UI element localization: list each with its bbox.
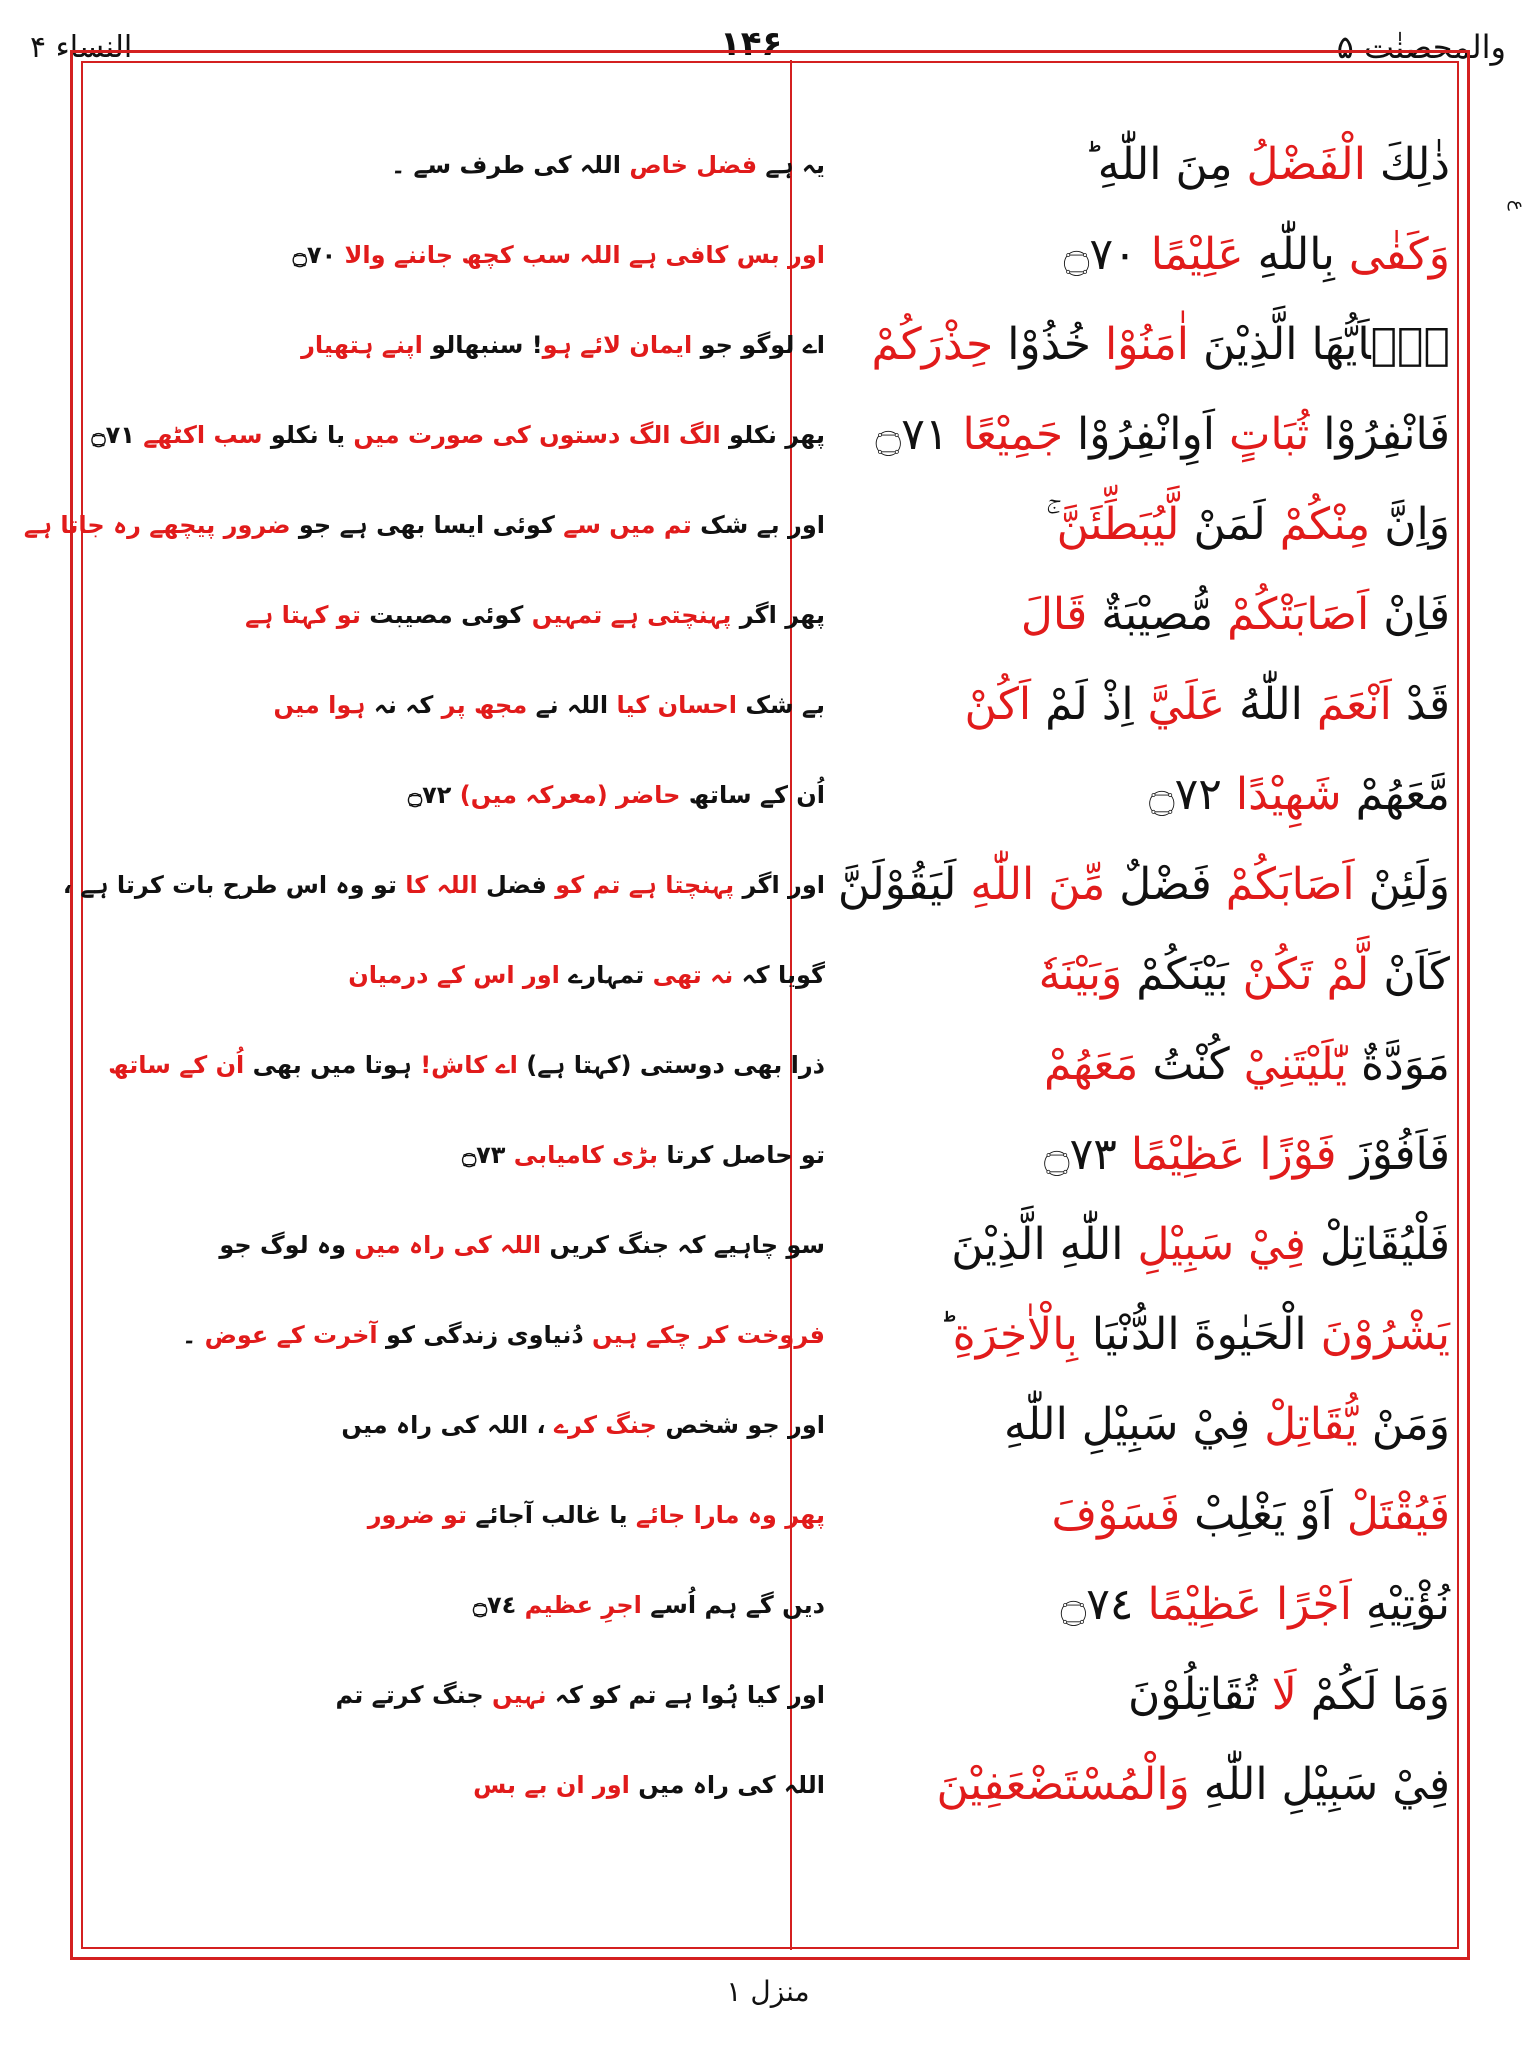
- translation-segment: ایمان لائے ہو: [542, 331, 693, 359]
- arabic-segment: لَمَنْ: [1179, 499, 1280, 550]
- arabic-segment: فِيْ سَبِيْلِ اللّٰهِ: [1189, 1759, 1450, 1810]
- arabic-line: [840, 1020, 1450, 1110]
- translation-segment: تمہارے: [559, 961, 653, 989]
- arabic-segment: اٰمَنُوْا: [1104, 319, 1189, 370]
- translation-segment: اور اگر: [734, 871, 825, 899]
- arabic-segment: قَالَ: [1020, 589, 1088, 640]
- arabic-segment: الْحَيٰوةَ الدُّنْيَا: [1077, 1309, 1321, 1360]
- verse-row: [80, 1650, 1460, 1740]
- arabic-segment: فَاِنْ: [1369, 589, 1450, 640]
- urdu-translation-line: [90, 300, 825, 390]
- arabic-segment: اللّٰهُ: [1225, 679, 1317, 730]
- arabic-segment: فَضْلٌ: [1105, 859, 1226, 910]
- arabic-line: [840, 120, 1450, 210]
- arabic-segment: ثُبَاتٍ: [1228, 409, 1310, 460]
- verse-row: [80, 660, 1460, 750]
- translation-segment: تم میں سے: [563, 511, 692, 539]
- arabic-segment: ۝٧٢: [1148, 769, 1236, 820]
- translation-segment: کوئی ایسا بھی ہے جو: [290, 511, 564, 539]
- translation-segment: ۝٧٠: [292, 241, 345, 269]
- arabic-segment: اِذْ لَمْ: [1031, 679, 1148, 730]
- verse-row: [80, 570, 1460, 660]
- arabic-segment: وَبَيْنَهٗ: [1038, 949, 1123, 1000]
- arabic-line: [840, 1560, 1450, 1650]
- translation-segment: پہنچتی ہے تمہیں: [531, 601, 732, 629]
- arabic-line: [840, 300, 1450, 390]
- translation-segment: تو کہتا ہے: [245, 601, 361, 629]
- translation-segment: اے کاش!: [420, 1051, 518, 1079]
- arabic-segment: يّٰلَيْتَنِيْ: [1243, 1039, 1348, 1090]
- translation-segment: اے لوگو جو: [692, 331, 825, 359]
- verse-row: [80, 120, 1460, 210]
- verse-row: [80, 1380, 1460, 1470]
- arabic-segment: مَعَهُمْ: [1043, 1039, 1139, 1090]
- arabic-segment: قَدْ: [1391, 679, 1450, 730]
- arabic-segment: اَوِانْفِرُوْا: [1063, 409, 1229, 460]
- translation-segment: گویا کہ: [733, 961, 825, 989]
- arabic-segment: ۚ: [1045, 499, 1057, 550]
- juz-name: والمحصنٰت ۵: [1336, 28, 1506, 66]
- arabic-segment: الْفَضْلُ: [1246, 139, 1366, 190]
- arabic-line: [840, 390, 1450, 480]
- translation-segment: جنگ کرے: [554, 1411, 657, 1439]
- arabic-segment: اَنْعَمَ: [1316, 679, 1392, 730]
- verse-row: [80, 210, 1460, 300]
- urdu-translation-line: [90, 1470, 825, 1560]
- translation-segment: حاضر (معرکہ میں): [459, 781, 681, 809]
- translation-segment: نہیں: [492, 1681, 547, 1709]
- arabic-segment: فَوْزًا عَظِيْمًا: [1130, 1129, 1337, 1180]
- translation-segment: ۝٧٣: [462, 1141, 514, 1169]
- urdu-translation-line: [90, 1290, 825, 1380]
- arabic-segment: اَصَابَتْكُمْ: [1227, 589, 1370, 640]
- arabic-segment: تُقَاتِلُوْنَ: [1127, 1669, 1272, 1720]
- urdu-translation-line: [90, 1020, 825, 1110]
- arabic-segment: لَيَقُوْلَنَّ: [837, 859, 971, 910]
- translation-segment: الگ الگ دستوں کی صورت میں: [353, 421, 721, 449]
- arabic-segment: لَا: [1271, 1669, 1297, 1720]
- arabic-segment: بِالْاٰخِرَةِ: [952, 1309, 1078, 1360]
- arabic-line: [840, 1650, 1450, 1740]
- arabic-segment: كُنْتُ: [1138, 1039, 1244, 1090]
- verse-row: [80, 1740, 1460, 1830]
- arabic-segment: ۝٧٠: [1063, 229, 1151, 280]
- translation-segment: بڑی کامیابی: [513, 1141, 659, 1169]
- translation-segment: اُن کے ساتھ: [108, 1051, 245, 1079]
- surah-name: النساء ۴: [30, 30, 133, 65]
- translation-segment: ۝٧٤: [472, 1591, 525, 1619]
- arabic-segment: عَلَيَّ: [1147, 679, 1226, 730]
- arabic-segment: عَلِيْمًا: [1150, 229, 1244, 280]
- arabic-segment: اَوْ يَغْلِبْ: [1180, 1489, 1347, 1540]
- urdu-translation-line: [90, 1560, 825, 1650]
- arabic-segment: فَيُقْتَلْ: [1346, 1489, 1450, 1540]
- arabic-segment: مِنْكُمْ: [1279, 499, 1371, 550]
- translation-segment: ہوتا میں بھی: [244, 1051, 421, 1079]
- arabic-segment: يَشْرُوْنَ: [1320, 1309, 1450, 1360]
- arabic-segment: نُؤْتِيْهِ: [1351, 1579, 1450, 1630]
- translation-segment: یہ ہے: [757, 151, 825, 179]
- verse-row: [80, 1110, 1460, 1200]
- translation-segment: تو ضرور: [367, 1501, 467, 1529]
- translation-segment: اُن کے ساتھ: [680, 781, 825, 809]
- translation-segment: پھر وہ مارا جائے: [635, 1501, 825, 1529]
- arabic-segment: وَمَا لَكُمْ: [1296, 1669, 1450, 1720]
- arabic-segment: يُّقَاتِلْ: [1264, 1399, 1358, 1450]
- translation-segment: جنگ کرتے تم: [335, 1681, 492, 1709]
- arabic-segment: اللّٰهِ الَّذِيْنَ: [951, 1219, 1138, 1270]
- translation-segment: تو حاصل کرتا: [658, 1141, 825, 1169]
- translation-segment: سو چاہیے کہ جنگ کریں: [541, 1231, 825, 1259]
- translation-segment: پہنچتا ہے تم کو: [555, 871, 735, 899]
- arabic-segment: مَّعَهُمْ: [1341, 769, 1450, 820]
- arabic-segment: وَكَفٰى: [1348, 229, 1450, 280]
- ruku-mark: ع: [1507, 200, 1528, 211]
- arabic-segment: فَلْيُقَاتِلْ: [1305, 1219, 1450, 1270]
- arabic-line: [840, 930, 1450, 1020]
- translation-segment: فضل خاص: [629, 151, 758, 179]
- urdu-translation-line: [62, 840, 825, 930]
- translation-segment: پھر اگر: [731, 601, 825, 629]
- translation-segment: نہ تھی: [652, 961, 734, 989]
- translation-segment: اور ان بے بس: [473, 1771, 630, 1799]
- urdu-translation-line: [90, 660, 825, 750]
- translation-segment: اللہ نے: [527, 691, 617, 719]
- arabic-segment: فَانْفِرُوْا: [1309, 409, 1450, 460]
- urdu-translation-line: [90, 930, 825, 1020]
- urdu-translation-line: [23, 480, 825, 570]
- translation-segment: تو وہ اس طرح بات کرتا ہے ،: [62, 871, 406, 899]
- arabic-segment: ۝٧١: [875, 409, 963, 460]
- translation-segment: اور بس کافی ہے اللہ سب کچھ جاننے والا: [344, 241, 825, 269]
- arabic-line: [840, 210, 1450, 300]
- verse-row: [80, 750, 1460, 840]
- translation-segment: ۔: [182, 1321, 205, 1349]
- translation-segment: کہ نہ: [365, 691, 442, 719]
- translation-segment: مجھ پر: [441, 691, 528, 719]
- verse-row: [80, 300, 1460, 390]
- translation-segment: یا غالب آجائے: [466, 1501, 636, 1529]
- arabic-line: [837, 840, 1450, 930]
- arabic-line: [840, 480, 1450, 570]
- translation-segment: اور کیا ہُوا ہے تم کو کہ: [546, 1681, 825, 1709]
- arabic-segment: فَاَفُوْزَ: [1336, 1129, 1450, 1180]
- arabic-line: [840, 1740, 1450, 1830]
- translation-segment: یا نکلو: [262, 421, 354, 449]
- arabic-line: [840, 1110, 1450, 1200]
- translation-segment: اللہ کی راہ میں: [354, 1231, 542, 1259]
- arabic-line: [840, 660, 1450, 750]
- arabic-segment: خُذُوْا: [993, 319, 1105, 370]
- arabic-segment: شَهِيْدًا: [1235, 769, 1342, 820]
- arabic-segment: ۝٧٣: [1043, 1129, 1131, 1180]
- verse-row: [80, 930, 1460, 1020]
- translation-segment: سب اکٹھے: [143, 421, 263, 449]
- translation-segment: احسان کیا: [616, 691, 738, 719]
- verse-row: [62, 840, 1460, 930]
- arabic-line: [840, 1290, 1450, 1380]
- arabic-segment: ؕ: [938, 1309, 953, 1360]
- arabic-segment: كَاَنْ: [1369, 949, 1450, 1000]
- translation-segment: پھر نکلو: [720, 421, 825, 449]
- verse-row: [80, 390, 1460, 480]
- arabic-segment: جَمِيْعًا: [962, 409, 1064, 460]
- urdu-translation-line: [90, 750, 825, 840]
- verse-rows: [23, 120, 1460, 1830]
- arabic-line: [840, 1200, 1450, 1290]
- translation-segment: اپنے ہتھیار: [301, 331, 423, 359]
- translation-segment: بے شک: [737, 691, 825, 719]
- translation-segment: ہوا میں: [273, 691, 366, 719]
- urdu-translation-line: [90, 390, 825, 480]
- translation-segment: ضرور پیچھے رہ جاتا ہے: [23, 511, 291, 539]
- manzil-footer: منزل ۱: [726, 1975, 810, 2008]
- urdu-translation-line: [90, 1740, 825, 1830]
- urdu-translation-line: [90, 1110, 825, 1200]
- page-number: ۱۴۶: [720, 24, 783, 64]
- translation-segment: وہ لوگ جو: [219, 1231, 355, 1259]
- arabic-segment: فِيْ سَبِيْلِ اللّٰهِ: [1004, 1399, 1265, 1450]
- arabic-segment: بَيْنَكُمْ: [1122, 949, 1243, 1000]
- arabic-segment: فِيْ سَبِيْلِ: [1137, 1219, 1306, 1270]
- arabic-segment: حِذْرَكُمْ: [871, 319, 994, 370]
- translation-segment: دُنیاوی زندگی کو: [377, 1321, 592, 1349]
- urdu-translation-line: [90, 210, 825, 300]
- translation-segment: اللہ کی طرف سے ۔: [391, 151, 630, 179]
- translation-segment: دیں گے ہم اُسے: [641, 1591, 825, 1619]
- arabic-segment: فَسَوْفَ: [1051, 1489, 1181, 1540]
- verse-row: [23, 480, 1460, 570]
- verse-row: [80, 1020, 1460, 1110]
- urdu-translation-line: [90, 1380, 825, 1470]
- arabic-segment: اَجْرًا عَظِيْمًا: [1147, 1579, 1352, 1630]
- arabic-segment: لَّيُبَطِّئَنَّ: [1056, 499, 1180, 550]
- translation-segment: ۝٧٢: [408, 781, 460, 809]
- urdu-translation-line: [90, 120, 825, 210]
- arabic-segment: مَوَدَّةٌ: [1347, 1039, 1450, 1090]
- translation-segment: فضل: [477, 871, 556, 899]
- verse-row: [80, 1560, 1460, 1650]
- verse-row: [80, 1290, 1460, 1380]
- translation-segment: فروخت کر چکے ہیں: [592, 1321, 825, 1349]
- arabic-segment: وَالْمُسْتَضْعَفِيْنَ: [936, 1759, 1190, 1810]
- arabic-segment: مِنَ اللّٰهِ ؕ: [1083, 139, 1247, 190]
- verse-row: [80, 1200, 1460, 1290]
- arabic-line: [840, 570, 1450, 660]
- arabic-segment: مُّصِيْبَةٌ: [1087, 589, 1228, 640]
- urdu-translation-line: [90, 1650, 825, 1740]
- arabic-segment: وَمَنْ: [1357, 1399, 1450, 1450]
- arabic-segment: اَصَابَكُمْ: [1225, 859, 1355, 910]
- translation-segment: ، اللہ کی راہ میں: [341, 1411, 554, 1439]
- translation-segment: اور بے شک: [691, 511, 825, 539]
- translation-segment: اللہ کا: [405, 871, 478, 899]
- arabic-segment: بِاللّٰهِ: [1243, 229, 1349, 280]
- urdu-translation-line: [90, 570, 825, 660]
- arabic-segment: مِّنَ اللّٰهِ: [970, 859, 1106, 910]
- arabic-segment: ۝٧٤: [1060, 1579, 1148, 1630]
- arabic-segment: يٰۤاَيُّهَا الَّذِيْنَ: [1189, 319, 1450, 370]
- translation-segment: کوئی مصیبت: [360, 601, 532, 629]
- translation-segment: ۝٧١: [91, 421, 144, 449]
- arabic-segment: اَكُنْ: [964, 679, 1032, 730]
- arabic-segment: وَلَئِنْ: [1354, 859, 1450, 910]
- translation-segment: ! سنبھالو: [422, 331, 543, 359]
- translation-segment: ذرا بھی دوستی (کہتا ہے): [517, 1051, 825, 1079]
- arabic-segment: ذٰلِكَ: [1365, 139, 1450, 190]
- translation-segment: اللہ کی راہ میں: [629, 1771, 825, 1799]
- arabic-line: [840, 1470, 1450, 1560]
- urdu-translation-line: [90, 1200, 825, 1290]
- translation-segment: اجرِ عظیم: [524, 1591, 642, 1619]
- translation-segment: اور اس کے درمیان: [348, 961, 560, 989]
- arabic-segment: وَاِنَّ: [1370, 499, 1450, 550]
- arabic-line: [840, 1380, 1450, 1470]
- arabic-segment: لَّمْ تَكُنْ: [1242, 949, 1370, 1000]
- arabic-line: [840, 750, 1450, 840]
- translation-segment: اور جو شخص: [656, 1411, 825, 1439]
- translation-segment: آخرت کے عوض: [204, 1321, 378, 1349]
- verse-row: [80, 1470, 1460, 1560]
